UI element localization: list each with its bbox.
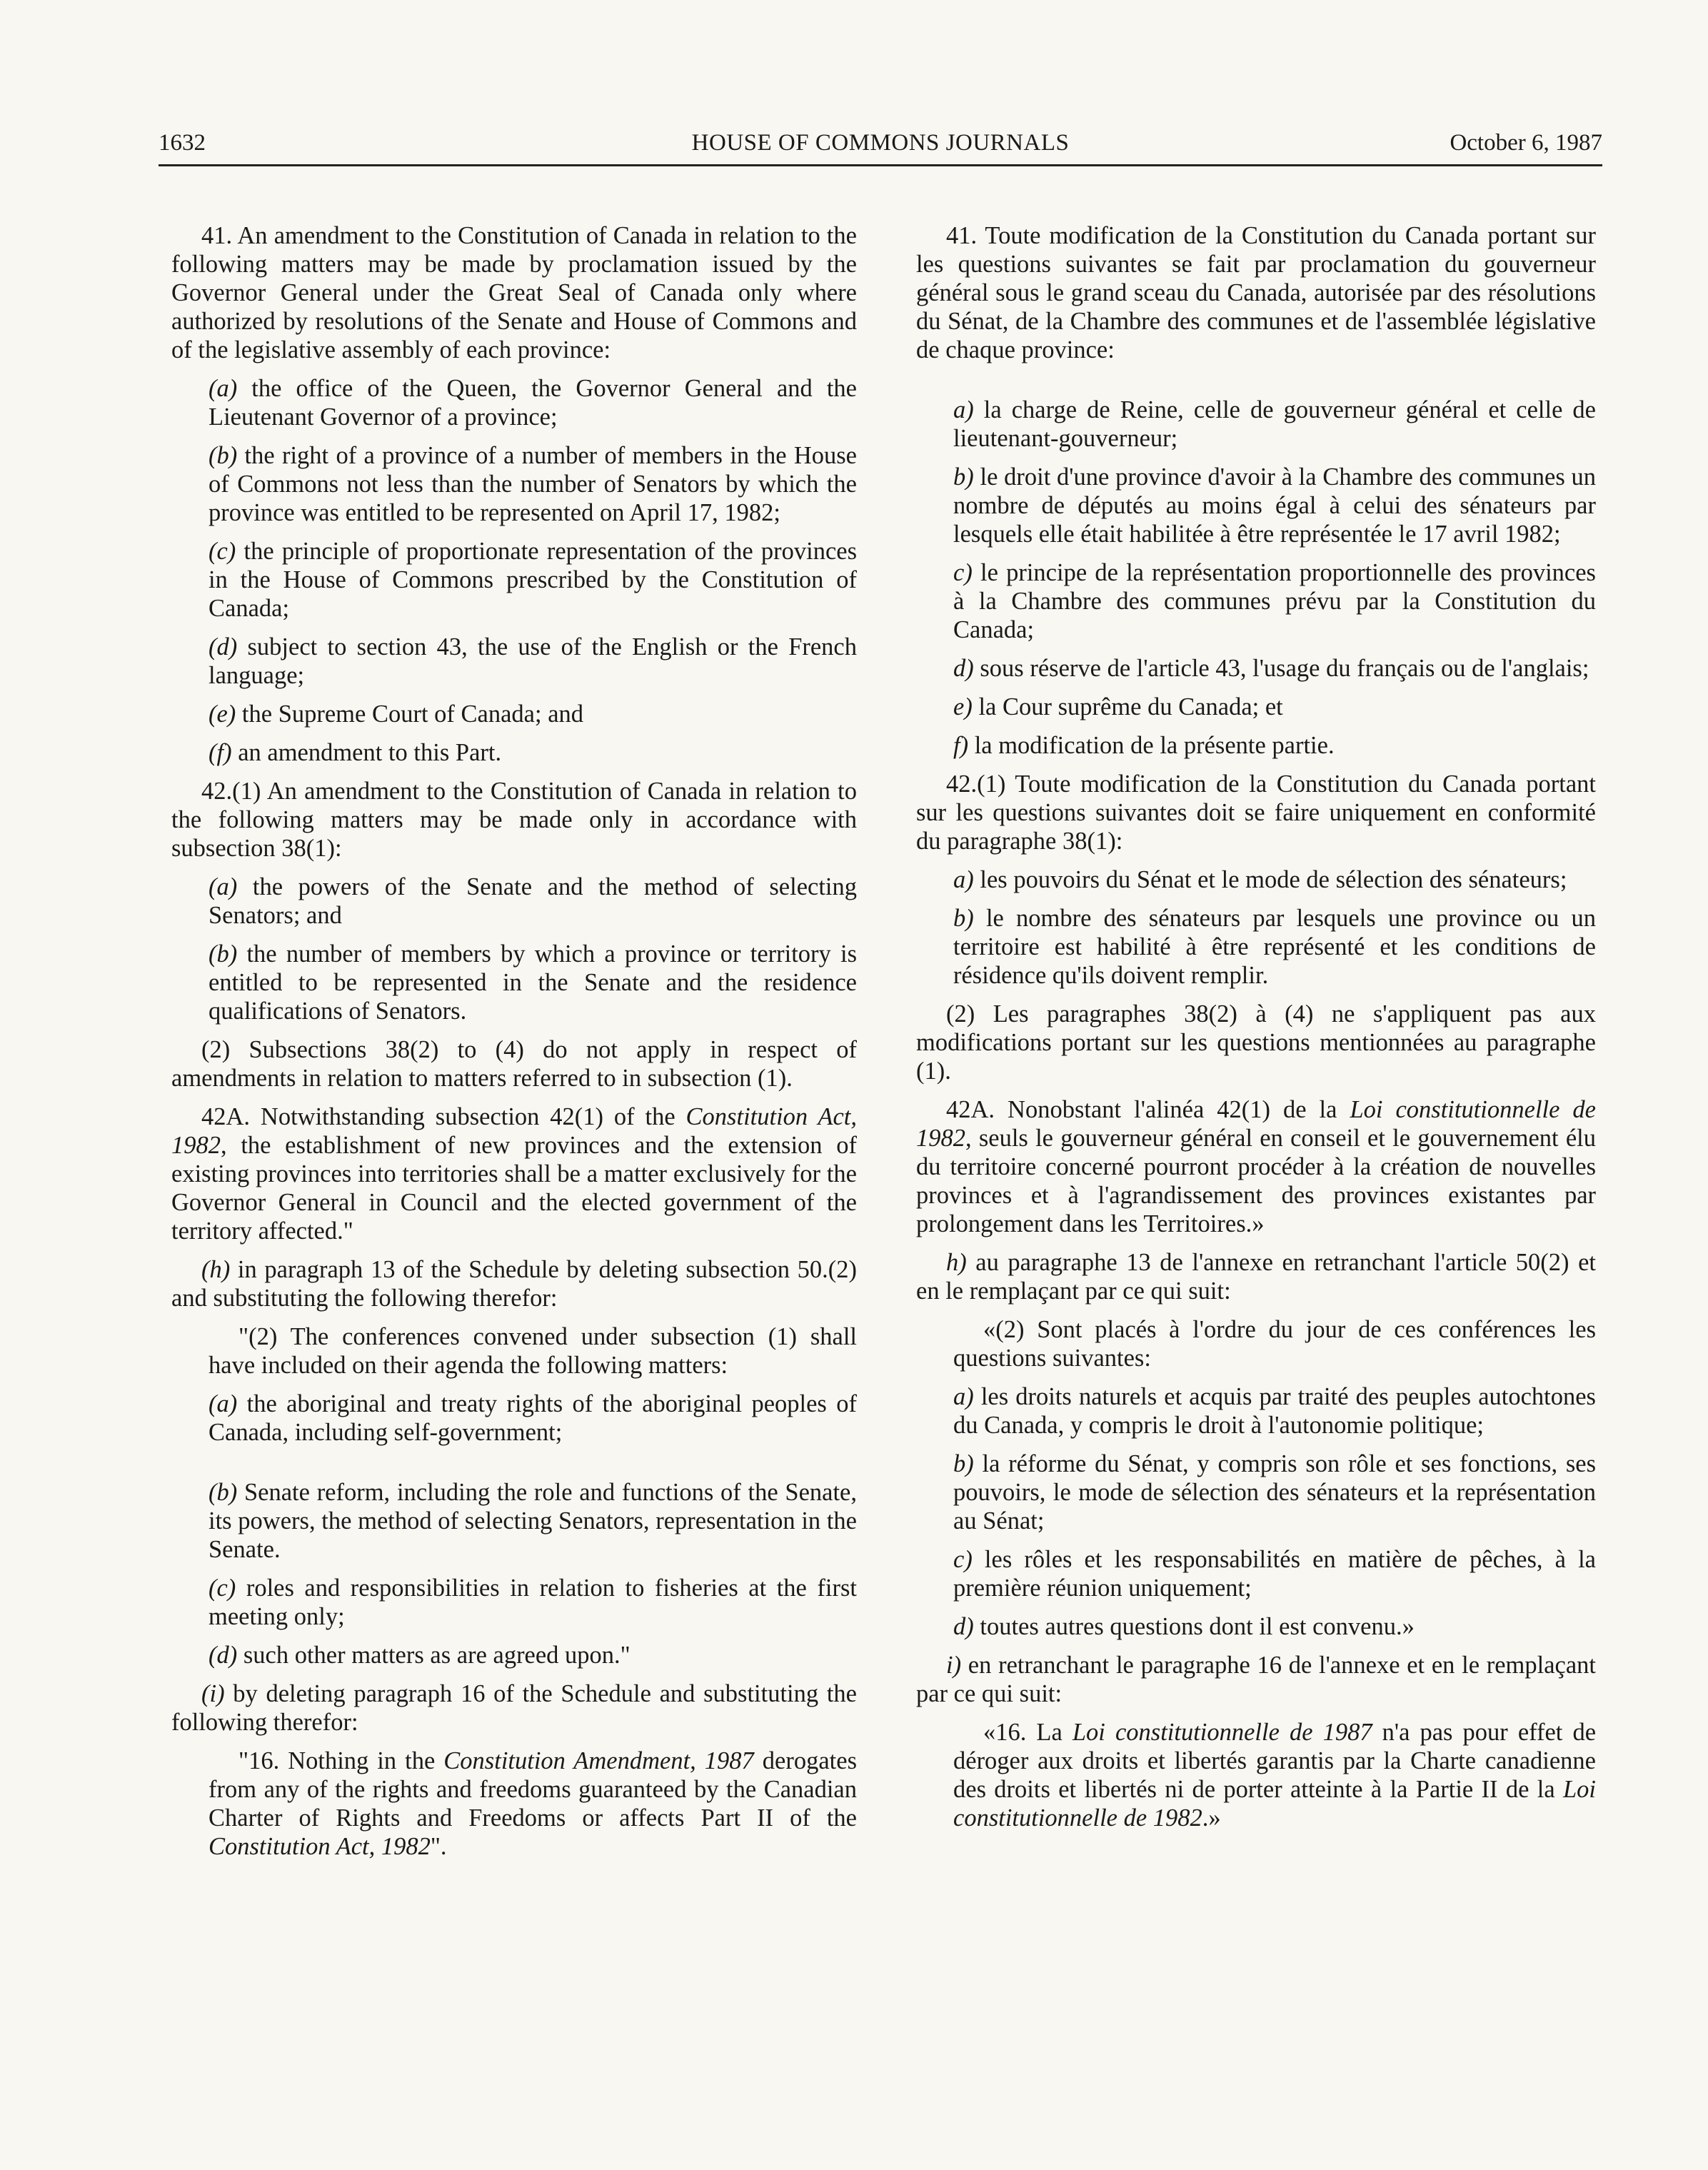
page-number: 1632	[159, 130, 206, 156]
point-ordre-c: c) les rôles et les responsabilités en matière de pêches, à la première réunion uniquement;	[953, 1546, 1596, 1602]
agenda-item-c: (c) roles and responsibilities in relation to fisheries at the first meeting only;	[209, 1574, 857, 1630]
section-41: 41. An amendment to the Constitution of Canada in relation to the following matters may be made by proclamation issued by the Governor General under the Great Seal of Canada only where authorized by resolutions of the Senate and House of Commons and of the legislative assembly of each province:	[171, 222, 857, 363]
section-42-b: (b) the number of members by which a province or territory is entitled to be represented in the Senate and the residence qualifications of Senators.	[209, 940, 857, 1025]
point-ordre-b: b) la réforme du Sénat, y compris son rôle et ses fonctions, ses pouvoirs, le mode de sélection des sénateurs et la représentation au Sénat;	[953, 1450, 1596, 1534]
article-41-b: b) le droit d'une province d'avoir à la Chambre des communes un nombre de députés au moins égal à celui des sénateurs par lesquels elle était habilitée à être représentée le 17 avril 1982;	[953, 463, 1596, 548]
article-42-b: b) le nombre des sénateurs par lesquels une province ou un territoire est habilité à être représenté et les conditions de résidence qu'ils doivent remplir.	[953, 905, 1596, 989]
article-42-1: 42.(1) Toute modification de la Constitution du Canada portant sur les questions suivantes doit se faire uniquement en conformité du paragraphe 38(1):	[916, 770, 1596, 855]
section-41-e: (e) the Supreme Court of Canada; and	[209, 700, 584, 728]
section-41-a: (a) the office of the Queen, the Governor General and the Lieutenant Governor of a province;	[209, 375, 857, 431]
point-ordre-a: a) les droits naturels et acquis par traité des peuples autochtones du Canada, y compris le droit à l'autonomie politique;	[953, 1383, 1596, 1439]
quoted-paragraph-16: "16. Nothing in the Constitution Amendment, 1987 derogates from any of the rights and freedoms guaranteed by the Canadian Charter of Rights and Freedoms or affects Part II of the Constitution Act, 1982".	[209, 1747, 857, 1860]
article-41-c: c) le principe de la représentation proportionnelle des provinces à la Chambre des communes prévu par la Constitution du Canada;	[953, 559, 1596, 643]
section-41-f: (f) an amendment to this Part.	[209, 739, 502, 766]
english-column	[171, 221, 857, 1871]
page-header	[159, 127, 1602, 166]
section-41-d: (d) subject to section 43, the use of the English or the French language;	[209, 633, 857, 689]
article-41-d: d) sous réserve de l'article 43, l'usage du français ou de l'anglais;	[953, 655, 1589, 682]
article-41-e: e) la Cour suprême du Canada; et	[953, 693, 1283, 720]
journal-title: HOUSE OF COMMONS JOURNALS	[691, 130, 1070, 156]
quoted-subsection-2: "(2) The conferences convened under subsection (1) shall have included on their agenda the following matters:	[209, 1323, 857, 1379]
paragraphe-cite-16: «16. La Loi constitutionnelle de 1987 n'a pas pour effet de déroger aux droits et libertés garantis par la Charte canadienne des droits et libertés ni de porter atteinte à la Partie II de la Loi constitutionnelle de 1982.»	[953, 1719, 1597, 1832]
article-42A: 42A. Nonobstant l'alinéa 42(1) de la Loi constitutionnelle de 1982, seuls le gouverneur général en conseil et le gouvernement élu du territoire concerné pourront procéder à la création de nouvelles provinces et à l'agrandissement des provinces existantes par prolongement dans les Territoires.»	[916, 1096, 1596, 1237]
article-42-a: a) les pouvoirs du Sénat et le mode de sélection des sénateurs;	[953, 866, 1567, 893]
section-41-b: (b) the right of a province of a number of members in the House of Commons not less than the number of Senators by which the province was entitled to be represented on April 17, 1982;	[209, 442, 857, 526]
amendment-i: (i) by deleting paragraph 16 of the Schedule and substituting the following therefor:	[171, 1680, 857, 1736]
modification-i: i) en retranchant le paragraphe 16 de l'annexe et en le remplaçant par ce qui suit:	[916, 1652, 1596, 1707]
amendment-h: (h) in paragraph 13 of the Schedule by deleting subsection 50.(2) and substituting the following therefor:	[171, 1256, 857, 1312]
section-41-c: (c) the principle of proportionate representation of the provinces in the House of Commons prescribed by the Constitution of Canada;	[209, 538, 857, 622]
point-ordre-d: d) toutes autres questions dont il est convenu.»	[953, 1613, 1415, 1640]
section-42-a: (a) the powers of the Senate and the method of selecting Senators; and	[209, 873, 857, 929]
modification-h: h) au paragraphe 13 de l'annexe en retranchant l'article 50(2) et en le remplaçant par ce qui suit:	[916, 1249, 1596, 1305]
article-42-2: (2) Les paragraphes 38(2) à (4) ne s'appliquent pas aux modifications portant sur les questions mentionnées au paragraphe (1).	[916, 1000, 1596, 1085]
section-42-2: (2) Subsections 38(2) to (4) do not apply in respect of amendments in relation to matters referred to in subsection (1).	[171, 1036, 857, 1092]
section-42-1: 42.(1) An amendment to the Constitution of Canada in relation to the following matters may be made only in accordance with subsection 38(1):	[171, 778, 857, 862]
agenda-item-a: (a) the aboriginal and treaty rights of the aboriginal peoples of Canada, including self-government;	[209, 1390, 857, 1446]
article-41: 41. Toute modification de la Constitution du Canada portant sur les questions suivantes se fait par proclamation du gouverneur général sous le grand sceau du Canada, autorisée par des résolutions du Sénat, de la Chambre des communes et de l'assemblée législative de chaque province:	[916, 222, 1596, 363]
agenda-item-b: (b) Senate reform, including the role and functions of the Senate, its powers, the method of selecting Senators, representation in the Senate.	[209, 1479, 857, 1563]
agenda-item-d: (d) such other matters as are agreed upon."	[209, 1642, 631, 1669]
article-41-f: f) la modification de la présente partie.	[953, 732, 1335, 759]
french-column	[916, 221, 1596, 1842]
paragraphe-cite-2: «(2) Sont placés à l'ordre du jour de ces conférences les questions suivantes:	[953, 1316, 1596, 1372]
section-42A: 42A. Notwithstanding subsection 42(1) of the Constitution Act, 1982, the establishment of new provinces and the extension of existing provinces into territories shall be a matter exclusively for the Governor General in Council and the elected government of the territory affected."	[171, 1103, 858, 1245]
article-41-a: a) la charge de Reine, celle de gouverneur général et celle de lieutenant-gouverneur;	[953, 396, 1596, 452]
header-date: October 6, 1987	[1450, 130, 1602, 156]
